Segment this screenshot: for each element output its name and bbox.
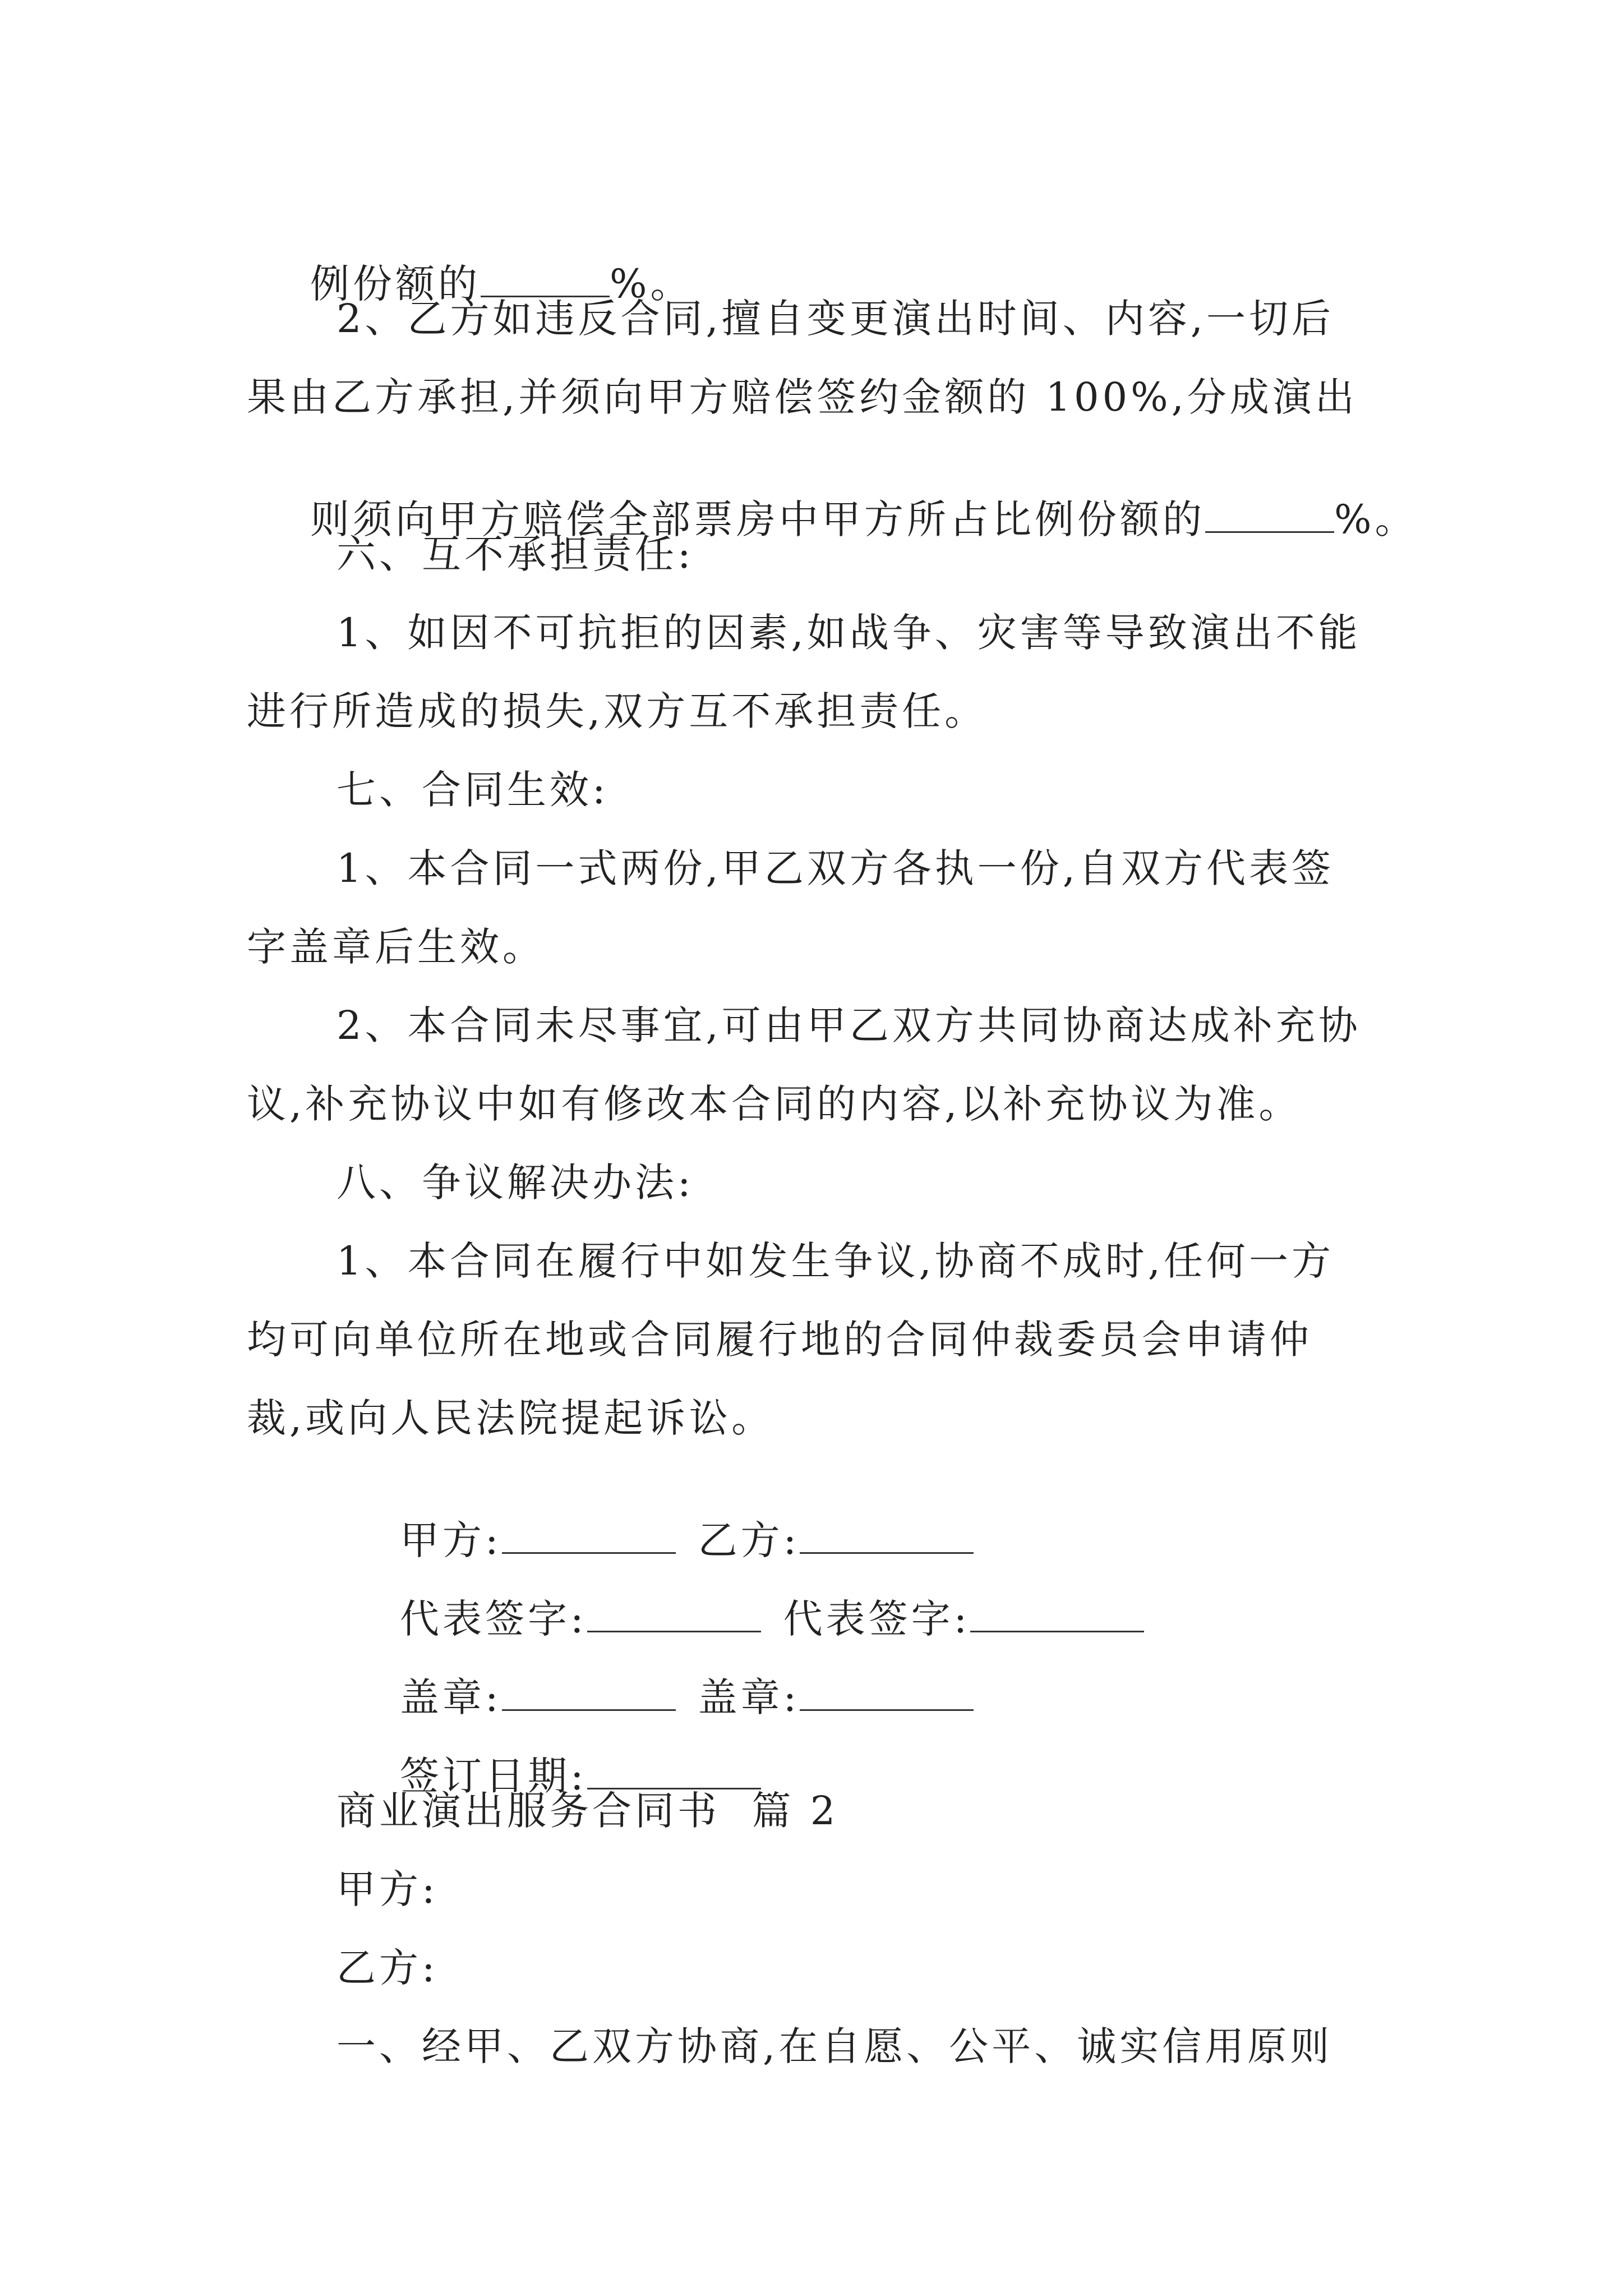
clause-8-1: 1、本合同在履行中如发生争议,协商不成时,任何一方 (336, 1238, 1335, 1284)
section-2-party-b: 乙方: (336, 1945, 439, 1991)
seal-a-label: 盖章: (400, 1674, 502, 1720)
party-b-label: 乙方: (698, 1517, 800, 1563)
text-line: 字盖章后生效。 (247, 924, 545, 970)
rep-a-blank (587, 1595, 761, 1632)
rep-a-label: 代表签字: (400, 1596, 587, 1642)
clause-5-2: 2、乙方如违反合同,擅自变更演出时间、内容,一切后 (336, 296, 1335, 342)
rep-b-blank (970, 1595, 1144, 1632)
clause-7-2: 2、本合同未尽事宜,可由甲乙双方共同协商达成补充协 (336, 1002, 1361, 1048)
text-line: 均可向单位所在地或合同履行地的合同仲裁委员会申请仲 (247, 1317, 1312, 1363)
clause-6-1: 1、如因不可抗拒的因素,如战争、灾害等导致演出不能 (336, 610, 1361, 656)
text-line: 裁,或向人民法院提起诉讼。 (247, 1395, 774, 1441)
date-label: 签订日期: (400, 1753, 587, 1799)
section-heading-8: 八、争议解决办法: (336, 1159, 694, 1205)
rep-b-label: 代表签字: (783, 1596, 971, 1642)
party-b-blank (800, 1516, 974, 1554)
party-a-blank (502, 1516, 676, 1554)
text-line: 进行所造成的损失,双方互不承担责任。 (247, 688, 988, 734)
seal-b-blank (800, 1673, 974, 1711)
text-segment: %。 (1334, 496, 1418, 542)
text-line: 果由乙方承担,并须向甲方赔偿签约金额的 100%,分成演出 (247, 374, 1358, 420)
fill-blank (481, 260, 610, 297)
section-heading-6: 六、互不承担责任: (336, 531, 694, 577)
text-segment: %。 (610, 261, 693, 307)
section-2-party-a: 甲方: (336, 1866, 439, 1912)
section-heading-7: 七、合同生效: (336, 767, 609, 813)
party-a-label: 甲方: (400, 1517, 502, 1563)
text-segment: 则须向甲方赔偿全部票房中甲方所占比例份额的 (310, 496, 1206, 542)
fill-blank (1205, 495, 1334, 533)
seal-b-label: 盖章: (698, 1674, 800, 1720)
text-segment: 例份额的 (310, 261, 481, 307)
date-blank (587, 1752, 761, 1789)
clause-7-1: 1、本合同一式两份,甲乙双方各执一份,自双方代表签 (336, 845, 1335, 891)
text-line: 议,补充协议中如有修改本合同的内容,以补充协议为准。 (247, 1081, 1302, 1127)
seal-a-blank (502, 1673, 676, 1711)
section-2-title: 商业演出服务合同书 篇 2 (336, 1788, 839, 1834)
section-2-clause-1: 一、经甲、乙双方协商,在自愿、公平、诚实信用原则 (336, 2023, 1333, 2069)
